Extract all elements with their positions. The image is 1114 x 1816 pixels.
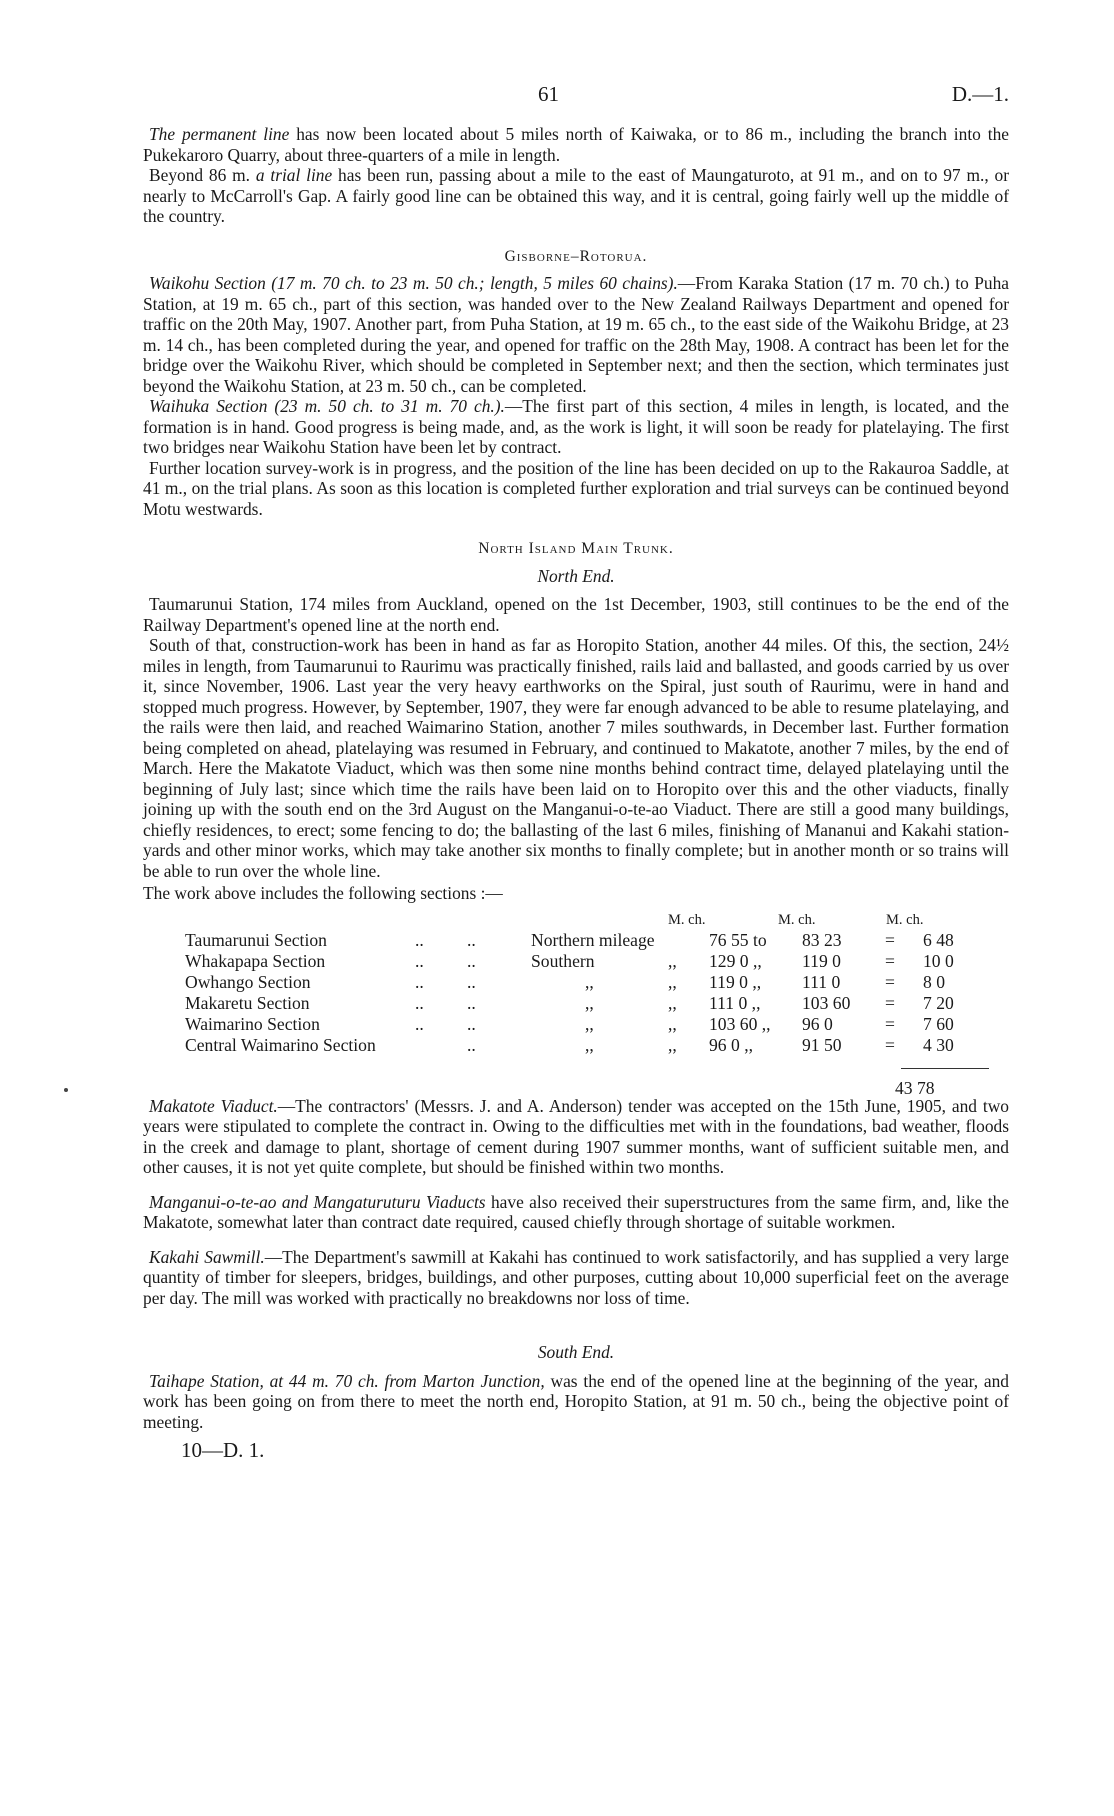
row-to: 103 60 <box>802 992 851 1013</box>
row-leader: .. <box>467 1013 476 1034</box>
section-heading-gisborne-rotorua: Gisborne–Rotorua. <box>504 247 648 265</box>
paragraph-prefix: Beyond 86 m. <box>149 165 256 185</box>
table-intro: The work above includes the following sections :— <box>143 883 503 903</box>
row-mileage-direction: ,, <box>585 992 594 1013</box>
row-length: 8 0 <box>923 971 945 992</box>
paragraph-body: has now been located about 5 miles north of Kaiwaka, or to 86 m., including the branch into the Pukekaroro Quarry, about three-quarters of a mile in length. <box>143 124 1009 165</box>
row-to: 91 50 <box>802 1034 842 1055</box>
table-row <box>185 930 1009 951</box>
paragraph-body: has been run, passing about a mile to the east of Maungaturoto, at 91 m., and on to 97 m., or nearly to McCarroll's Gap. A fairly good line can be obtained this way, and it is central, going fairly well up the middle of the country. <box>143 165 1009 226</box>
paragraph-lead: The permanent line <box>149 124 290 144</box>
row-section-name: Makaretu Section <box>185 992 310 1013</box>
row-equals: = <box>885 1013 895 1034</box>
total-rule <box>901 1068 989 1069</box>
subsection-heading-north-end: North End. <box>537 565 615 586</box>
paragraph-location-survey: Further location survey-work is in progress, and the position of the line has been decided on up to the Rakauroa Saddle, at 41 m., on the trial plans. As soon as this location is completed further exploration and trial surveys can be continued beyond Motu westwards. <box>143 457 1009 519</box>
paragraph-lead: a trial line <box>255 165 333 185</box>
row-section-name: Whakapapa Section <box>185 950 326 971</box>
paragraph-construction: South of that, construction-work has been in hand as far as Horopito Station, another 44 miles. Of this, the section, 24½ miles in length, from Taumarunui to Raurimu was practically finished, rails laid and ballasted, and goods carried by us over it, since November, 1906. Last year the very heavy earthworks on the Spiral, just south of Raurimu, were in hand and stopped much progress. However, by September, 1907, they were far enough advanced to be able to resume platelaying, and the rails were then laid, and reached Waimarino Station, another 7 miles southwards, in December last. Further formation being completed on ahead, platelaying was resumed in February, and continued to Makatote, another 7 miles, by the end of March. Here the Makatote Viaduct, which was then some nine months behind contract time, delayed platelaying until the beginning of July last; since which time the rails have been laid on to Horopito over this and the other viaducts, finally joining up with the south end on the 3rd August on the Manganui-o-te-ao Viaduct. There are still a good many buildings, chiefly residences, to erect; some fencing to do; the ballasting of the last 6 miles, finishing of Mananui and Kakahi station-yards and other minor works, which may take another six months to finally complete; but in another month or so trains will be able to run over the whole line. <box>143 635 1009 881</box>
paragraph-manganui-viaducts <box>143 1192 1009 1233</box>
row-leader: .. <box>415 992 424 1013</box>
row-section-name: Central Waimarino Section <box>185 1034 376 1055</box>
table-row <box>185 1035 1009 1056</box>
row-mileage-direction: ,, <box>585 1013 594 1034</box>
row-mileage-direction: Northern mileage <box>531 929 655 950</box>
row-length: 10 0 <box>923 950 954 971</box>
section-heading-main-trunk: North Island Main Trunk. <box>478 540 674 557</box>
page-number: 61 <box>538 82 559 106</box>
row-from: 103 60 ,, <box>709 1013 771 1034</box>
paragraph-lead: Kakahi Sawmill. <box>149 1246 265 1267</box>
document-reference: D.—1. <box>951 82 1009 106</box>
row-length: 7 60 <box>923 1013 954 1034</box>
row-length: 6 48 <box>923 929 954 950</box>
row-equals: = <box>885 992 895 1013</box>
paragraph-taihape <box>143 1371 1009 1433</box>
row-leader: .. <box>415 1013 424 1034</box>
paragraph-makatote-viaduct <box>143 1096 1009 1178</box>
row-section-name: Waimarino Section <box>185 1013 320 1034</box>
table-row <box>185 972 1009 993</box>
paragraph-trial-line <box>143 165 1009 227</box>
paragraph-waikohu-section <box>143 273 1009 396</box>
paragraph-lead: Manganui-o-te-ao and Mangaturuturu Viaducts <box>149 1191 486 1212</box>
paragraph-lead: Waihuka Section (23 m. 50 ch. to 31 m. 70 ch.). <box>149 396 505 416</box>
margin-mark <box>64 1088 68 1092</box>
row-to: 83 23 <box>802 929 842 950</box>
row-mileage-direction: ,, <box>585 1034 594 1055</box>
row-leader: .. <box>467 1034 476 1055</box>
column-head-from: M. ch. <box>668 911 706 928</box>
row-leader: .. <box>415 929 424 950</box>
row-to: 96 0 <box>802 1013 833 1034</box>
row-leader: .. <box>467 992 476 1013</box>
paragraph-body: —From Karaka Station (17 m. 70 ch.) to Puha Station, at 19 m. 65 ch., part of this section, was handed over to the New Zealand Railways Department and opened for traffic on the 20th May, 1907. Another part, from Puha Station, at 19 m. 65 ch., to the east side of the Waikohu Bridge, at 23 m. 14 ch., has been completed during the year, and opened for traffic on the 28th May, 1908. A contract has been let for the bridge over the Waikohu River, which should be completed in September next; and then the section, which terminates just beyond the Waikohu Station, at 23 m. 50 ch., can be completed. <box>143 273 1009 396</box>
paragraph-body: was the end of the opened line at the beginning of the year, and work has been going on from there to meet the north end, Horopito Station, at 91 m. 50 ch., being the objective point of meeting. <box>143 1370 1009 1432</box>
row-to: 111 0 <box>802 971 841 992</box>
row-leader: .. <box>467 929 476 950</box>
table-row <box>185 951 1009 972</box>
paragraph-body: —The Department's sawmill at Kakahi has continued to work satisfactorily, and has supplied a very large quantity of timber for sleepers, bridges, buildings, and other purposes, cutting about 10,000 superficial feet on the average per day. The mill was worked with practically no breakdowns nor loss of time. <box>143 1246 1009 1308</box>
footer-reference: 10—D. 1. <box>181 1438 265 1462</box>
row-mileage-direction: ,, <box>585 971 594 992</box>
table-total: 43 78 <box>895 1077 935 1098</box>
row-section-name: Owhango Section <box>185 971 311 992</box>
row-from: 129 0 ,, <box>709 950 762 971</box>
paragraph-body: —The contractors' (Messrs. J. and A. Anderson) tender was accepted on the 15th June, 1905, and two years were stipulated to complete the contract in. Owing to the difficulties met with in the foundations, bad weather, floods in the creek and damage to plant, shortage of cement during 1907 summer months, want of sufficient suitable men, and other causes, it is not yet quite complete, but should be finished within two months. <box>143 1095 1009 1177</box>
paragraph-waihuka-section <box>143 396 1009 458</box>
paragraph-permanent-line <box>143 124 1009 165</box>
row-leader: .. <box>467 950 476 971</box>
row-equals: = <box>885 971 895 992</box>
paragraph-kakahi-sawmill <box>143 1247 1009 1309</box>
row-ditto: ,, <box>668 1013 677 1034</box>
table-row <box>185 1014 1009 1035</box>
row-ditto: ,, <box>668 971 677 992</box>
row-from: 76 55 to <box>709 929 767 950</box>
column-head-to: M. ch. <box>778 911 816 928</box>
paragraph-lead: Makatote Viaduct. <box>149 1095 278 1116</box>
row-leader: .. <box>415 950 424 971</box>
page-header <box>143 84 1009 124</box>
row-length: 4 30 <box>923 1034 954 1055</box>
row-equals: = <box>885 929 895 950</box>
row-ditto: ,, <box>668 950 677 971</box>
paragraph-lead: Waikohu Section (17 m. 70 ch. to 23 m. 50 ch.; length, 5 miles 60 chains). <box>149 273 678 293</box>
row-ditto: ,, <box>668 1034 677 1055</box>
row-from: 111 0 ,, <box>709 992 761 1013</box>
sections-table <box>143 908 1009 1096</box>
paragraph-body: —The first part of this section, 4 miles in length, is located, and the formation is in hand. Good progress is being made, and, as the work is light, it will soon be ready for platelaying. The first two bridges near Waikohu Station have been let by contract. <box>143 396 1009 457</box>
row-ditto: ,, <box>668 992 677 1013</box>
row-from: 96 0 ,, <box>709 1034 753 1055</box>
table-row <box>185 993 1009 1014</box>
row-leader: .. <box>415 971 424 992</box>
row-to: 119 0 <box>802 950 841 971</box>
paragraph-lead: Taihape Station, at 44 m. 70 ch. from Marton Junction, <box>149 1370 545 1391</box>
row-mileage-direction: Southern <box>531 950 595 971</box>
row-leader: .. <box>467 971 476 992</box>
row-section-name: Taumarunui Section <box>185 929 327 950</box>
paragraph-taumarunui: Taumarunui Station, 174 miles from Auckland, opened on the 1st December, 1903, still continues to be the end of the Railway Department's opened line at the north end. <box>143 594 1009 635</box>
row-from: 119 0 ,, <box>709 971 762 992</box>
subsection-heading-south-end: South End. <box>537 1342 615 1362</box>
paragraph-body: have also received their superstructures from the same firm, and, like the Makatote, somewhat later than contract date required, caused chiefly through shortage of suitable workmen. <box>143 1191 1009 1232</box>
column-head-result: M. ch. <box>886 911 924 928</box>
row-length: 7 20 <box>923 992 954 1013</box>
row-equals: = <box>885 950 895 971</box>
row-equals: = <box>885 1034 895 1055</box>
